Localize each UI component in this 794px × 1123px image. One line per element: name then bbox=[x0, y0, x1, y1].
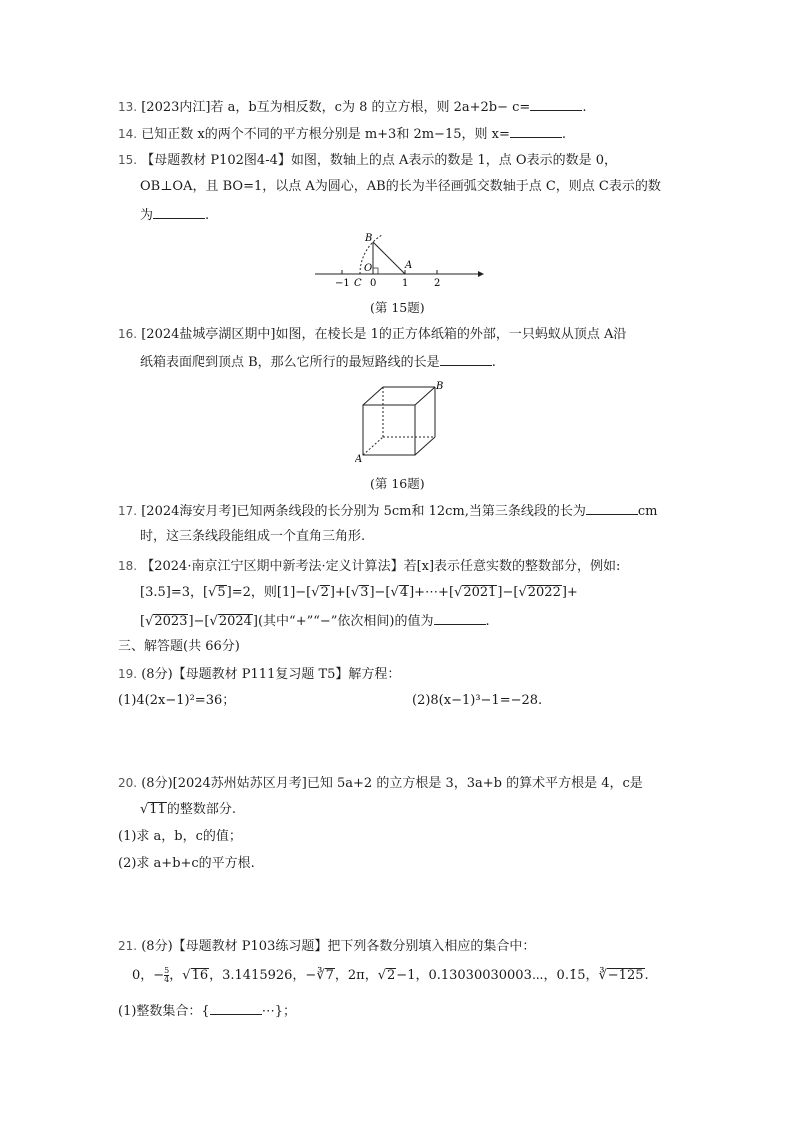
question-16-line-1 bbox=[118, 325, 626, 344]
question-18-line-3: [√2023]−[√2024](其中“+”“−”依次相间)的值为 . bbox=[140, 611, 490, 631]
question-text: 为 bbox=[140, 208, 154, 223]
radicand: 2023 bbox=[154, 614, 188, 629]
question-number: 16. bbox=[118, 327, 138, 341]
cube-front-face bbox=[363, 405, 415, 455]
question-21-numbers: 0，− $\frac{5}{4}$ ，√16，3.1415926，−∛7，2π，√2−1，0.13030030003⋯，0.1̇5̇，∛−125. bbox=[132, 966, 649, 984]
cube-edge bbox=[363, 387, 383, 405]
question-number: 20. bbox=[118, 776, 138, 790]
question-14 bbox=[118, 124, 566, 144]
question-20-line-1 bbox=[118, 774, 643, 793]
question-20-line-2: √11的整数部分. bbox=[140, 802, 236, 817]
label-a: A bbox=[405, 260, 413, 271]
question-number: 17. bbox=[118, 504, 138, 518]
question-number: 14. bbox=[118, 127, 138, 141]
figure-caption-16: (第 16题) bbox=[370, 476, 425, 491]
cube-hidden-edge bbox=[363, 437, 383, 455]
radicand: 2022 bbox=[527, 585, 561, 600]
question-text: [2024盐城亭湖区期中]如图，在棱长是 1的正方体纸箱的外部，一只蚂蚁从顶点 A沿 bbox=[141, 327, 627, 342]
label-b: B bbox=[436, 381, 444, 392]
cube-edge bbox=[415, 437, 435, 455]
question-21 bbox=[118, 937, 535, 956]
period: . bbox=[205, 208, 210, 223]
question-text: (8分)[2024苏州姑苏区月考]已知 5a+2 的立方根是 3，3a+b 的算术平方根是 4，c是 bbox=[141, 776, 643, 791]
question-17-line-2: 时，这三条线段能组成一个直角三角形. bbox=[140, 529, 366, 544]
question-number: 21. bbox=[118, 939, 138, 953]
answer-blank[interactable] bbox=[510, 124, 562, 138]
fraction: $\frac{5}{4}$ bbox=[164, 966, 170, 984]
radicand: 5 bbox=[217, 585, 226, 600]
tick-label-minus-1: −1 bbox=[335, 278, 350, 289]
radicand: −125 bbox=[607, 968, 644, 983]
question-number: 19. bbox=[118, 667, 138, 681]
radicand: 3 bbox=[360, 585, 369, 600]
right-angle-mark bbox=[373, 268, 378, 274]
question-21-part-1: (1)整数集合：{ ⋯}； bbox=[118, 1001, 296, 1021]
answer-blank[interactable] bbox=[153, 205, 205, 219]
answer-blank[interactable] bbox=[434, 611, 486, 625]
question-text: 已知正数 x的两个不同的平方根分别是 m+3和 2m−15，则 x= bbox=[141, 127, 510, 142]
radicand: 2024 bbox=[218, 614, 252, 629]
question-text: [2024海安月考]已知两条线段的长分别为 5cm和 12cm,当第三条线段的长为 bbox=[141, 504, 586, 519]
label-c: C bbox=[354, 278, 362, 289]
question-number: 13. bbox=[118, 100, 138, 114]
question-18-line-2: [3.5]=3，[√5]=2，则[1]−[√2]+[√3]−[√4]+⋯+[√2021]−[√2022]+ bbox=[140, 585, 578, 600]
question-15-line-3 bbox=[140, 205, 209, 225]
question-17-line-1 bbox=[118, 501, 658, 521]
question-number: 15. bbox=[118, 153, 138, 167]
label-b: B bbox=[365, 233, 373, 244]
question-text: (8分)【母题教材 P111复习题 T5】解方程： bbox=[141, 667, 401, 682]
answer-blank[interactable] bbox=[210, 1001, 262, 1015]
unit: cm bbox=[637, 504, 658, 519]
radicand: 2 bbox=[320, 585, 329, 600]
period: . bbox=[561, 127, 566, 142]
question-19 bbox=[118, 665, 400, 684]
radicand: 4 bbox=[399, 585, 409, 600]
question-15-line-1 bbox=[118, 151, 617, 170]
cube-edge bbox=[415, 387, 435, 405]
period: . bbox=[582, 100, 587, 115]
label-o: O bbox=[364, 263, 373, 274]
question-text: (8分)【母题教材 P103练习题】把下列各数分别填入相应的集合中： bbox=[141, 939, 536, 954]
section-header: 三、解答题(共 66分) bbox=[118, 639, 240, 654]
question-13 bbox=[118, 97, 586, 117]
question-19-part-1: (1)4(2x−1)²=36； bbox=[118, 693, 236, 708]
arrow-icon bbox=[478, 271, 484, 277]
answer-blank[interactable] bbox=[440, 352, 492, 366]
radicand: 2 bbox=[387, 968, 396, 983]
tick-label-0: 0 bbox=[370, 278, 377, 289]
question-text: 纸箱表面爬到顶点 B，那么它所行的最短路线的长是 bbox=[140, 355, 440, 370]
question-20-part-1: (1)求 a，b，c的值； bbox=[118, 829, 242, 844]
question-number: 18. bbox=[118, 559, 138, 573]
answer-blank[interactable] bbox=[586, 501, 638, 515]
number-line-figure bbox=[310, 228, 490, 292]
radicand: 7 bbox=[325, 968, 334, 983]
tick-label-2: 2 bbox=[434, 278, 441, 289]
question-15-line-2: OB⊥OA，且 BO=1，以点 A为圆心，AB的长为半径画弧交数轴于点 C，则点 C表示的数 bbox=[140, 179, 661, 194]
cube-figure bbox=[355, 380, 445, 464]
question-16-line-2 bbox=[140, 352, 496, 372]
figure-caption-15: (第 15题) bbox=[370, 300, 425, 315]
tick-label-1: 1 bbox=[402, 278, 409, 289]
period: . bbox=[491, 355, 496, 370]
question-text: [2023内江]若 a，b互为相反数，c为 8 的立方根，则 2a+2b− c= bbox=[141, 100, 531, 115]
question-text: 【母题教材 P102图4-4】如图，数轴上的点 A表示的数是 1，点 O表示的数是 0， bbox=[141, 153, 617, 168]
question-19-part-2: (2)8(x−1)³−1=−28. bbox=[412, 693, 543, 708]
question-text: 【2024·南京江宁区期中新考法·定义计算法】若[x]表示任意实数的整数部分，例如: bbox=[141, 559, 621, 574]
radicand: 2021 bbox=[463, 585, 497, 600]
question-18-line-1 bbox=[118, 557, 620, 576]
question-20-part-2: (2)求 a+b+c的平方根. bbox=[118, 856, 255, 871]
radicand: 16 bbox=[191, 968, 209, 983]
label-a: A bbox=[355, 454, 363, 464]
radicand: 11 bbox=[149, 802, 166, 817]
answer-blank[interactable] bbox=[530, 97, 582, 111]
